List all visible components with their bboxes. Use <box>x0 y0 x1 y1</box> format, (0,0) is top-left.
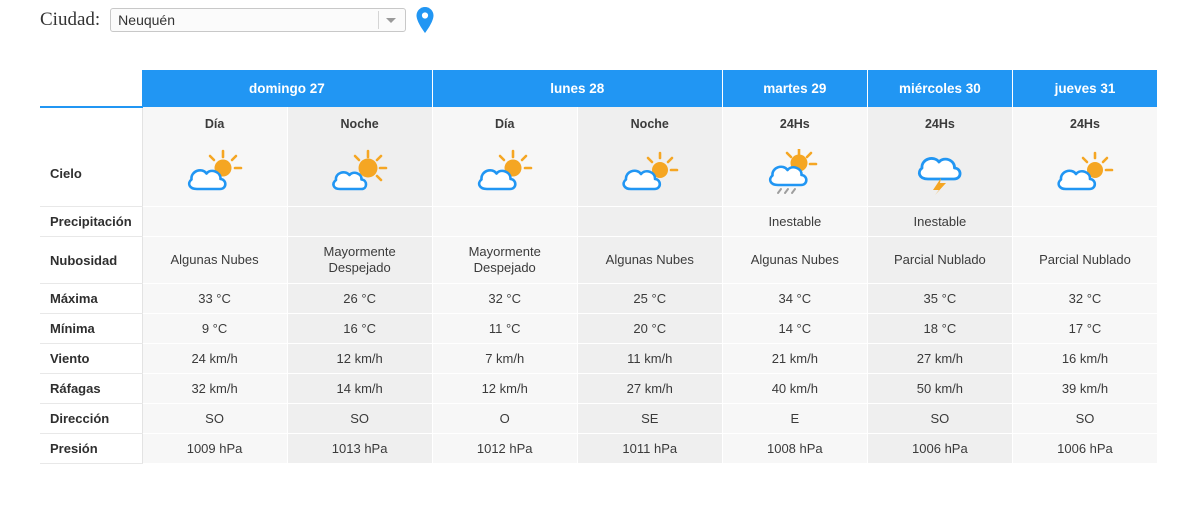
row-label-rafagas: Ráfagas <box>40 374 142 404</box>
period-header-1: Noche <box>287 107 432 140</box>
sky-cell-5 <box>867 140 1012 207</box>
minima-cell-2: 11 °C <box>432 314 577 344</box>
table-row-cielo <box>40 140 1158 207</box>
maxima-cell-3: 25 °C <box>577 284 722 314</box>
presion-cell-4: 1008 hPa <box>722 434 867 464</box>
row-label-viento: Viento <box>40 344 142 374</box>
viento-cell-3: 11 km/h <box>577 344 722 374</box>
presion-cell-5: 1006 hPa <box>867 434 1012 464</box>
period-header-5: 24Hs <box>867 107 1012 140</box>
precipitacion-cell-2 <box>432 207 577 237</box>
period-header-6: 24Hs <box>1012 107 1157 140</box>
rafagas-cell-5: 50 km/h <box>867 374 1012 404</box>
sun-behind-cloud-icon <box>183 149 247 195</box>
sun-behind-cloud-icon <box>618 149 682 195</box>
precipitacion-cell-4: Inestable <box>722 207 867 237</box>
minima-cell-0: 9 °C <box>142 314 287 344</box>
minima-cell-6: 17 °C <box>1012 314 1157 344</box>
direccion-cell-2: O <box>432 404 577 434</box>
period-header-4: 24Hs <box>722 107 867 140</box>
nubosidad-cell-0: Algunas Nubes <box>142 237 287 284</box>
direccion-cell-5: SO <box>867 404 1012 434</box>
row-label-nubosidad: Nubosidad <box>40 237 142 284</box>
nubosidad-cell-6: Parcial Nublado <box>1012 237 1157 284</box>
presion-cell-0: 1009 hPa <box>142 434 287 464</box>
rafagas-cell-4: 40 km/h <box>722 374 867 404</box>
table-row-viento <box>40 344 1158 374</box>
select-divider <box>378 11 379 29</box>
maxima-cell-0: 33 °C <box>142 284 287 314</box>
table-row-nubosidad <box>40 237 1158 284</box>
day-header-martes[interactable]: martes 29 <box>722 70 867 107</box>
table-row-precipitacion <box>40 207 1158 237</box>
presion-cell-1: 1013 hPa <box>287 434 432 464</box>
presion-cell-2: 1012 hPa <box>432 434 577 464</box>
table-row-maxima <box>40 284 1158 314</box>
row-label-direccion: Dirección <box>40 404 142 434</box>
sun-behind-cloud-icon <box>328 149 392 195</box>
sky-cell-3 <box>577 140 722 207</box>
period-row-label <box>40 107 142 140</box>
table-row-presion <box>40 434 1158 464</box>
rafagas-cell-0: 32 km/h <box>142 374 287 404</box>
minima-cell-3: 20 °C <box>577 314 722 344</box>
viento-cell-2: 7 km/h <box>432 344 577 374</box>
precipitacion-cell-1 <box>287 207 432 237</box>
direccion-cell-3: SE <box>577 404 722 434</box>
table-row-direccion <box>40 404 1158 434</box>
sun-behind-cloud-icon <box>473 149 537 195</box>
maxima-cell-1: 26 °C <box>287 284 432 314</box>
sky-cell-4 <box>722 140 867 207</box>
precipitacion-cell-0 <box>142 207 287 237</box>
direccion-cell-4: E <box>722 404 867 434</box>
maxima-cell-6: 32 °C <box>1012 284 1157 314</box>
precipitacion-cell-6 <box>1012 207 1157 237</box>
row-label-minima: Mínima <box>40 314 142 344</box>
viento-cell-1: 12 km/h <box>287 344 432 374</box>
row-label-maxima: Máxima <box>40 284 142 314</box>
sky-cell-1 <box>287 140 432 207</box>
city-select-value: Neuquén <box>118 12 175 28</box>
rafagas-cell-6: 39 km/h <box>1012 374 1157 404</box>
minima-cell-1: 16 °C <box>287 314 432 344</box>
rafagas-cell-3: 27 km/h <box>577 374 722 404</box>
period-header-0: Día <box>142 107 287 140</box>
precipitacion-cell-3 <box>577 207 722 237</box>
precipitacion-cell-5: Inestable <box>867 207 1012 237</box>
sky-cell-6 <box>1012 140 1157 207</box>
sky-cell-2 <box>432 140 577 207</box>
presion-cell-6: 1006 hPa <box>1012 434 1157 464</box>
map-pin-icon[interactable] <box>416 7 434 33</box>
nubosidad-cell-5: Parcial Nublado <box>867 237 1012 284</box>
direccion-cell-1: SO <box>287 404 432 434</box>
maxima-cell-2: 32 °C <box>432 284 577 314</box>
day-header-jueves[interactable]: jueves 31 <box>1012 70 1157 107</box>
maxima-cell-4: 34 °C <box>722 284 867 314</box>
nubosidad-cell-2: Mayormente Despejado <box>432 237 577 284</box>
thunderstorm-cloud-icon <box>908 149 972 195</box>
row-label-precipitacion: Precipitación <box>40 207 142 237</box>
presion-cell-3: 1011 hPa <box>577 434 722 464</box>
sky-cell-0 <box>142 140 287 207</box>
nubosidad-cell-4: Algunas Nubes <box>722 237 867 284</box>
day-header-domingo[interactable]: domingo 27 <box>142 70 432 107</box>
table-row-rafagas <box>40 374 1158 404</box>
period-header-row <box>40 107 1158 140</box>
chevron-down-icon[interactable] <box>386 18 396 23</box>
rafagas-cell-2: 12 km/h <box>432 374 577 404</box>
forecast-table-container <box>40 70 1158 464</box>
direccion-cell-6: SO <box>1012 404 1157 434</box>
viento-cell-6: 16 km/h <box>1012 344 1157 374</box>
day-header-miercoles[interactable]: miércoles 30 <box>867 70 1012 107</box>
sun-behind-rain-cloud-icon <box>763 149 827 195</box>
table-row-minima <box>40 314 1158 344</box>
city-label: Ciudad: <box>40 9 101 30</box>
nubosidad-cell-3: Algunas Nubes <box>577 237 722 284</box>
maxima-cell-5: 35 °C <box>867 284 1012 314</box>
table-corner-cell <box>40 70 142 107</box>
forecast-table <box>40 70 1158 464</box>
city-selector-bar <box>40 0 434 40</box>
minima-cell-4: 14 °C <box>722 314 867 344</box>
rafagas-cell-1: 14 km/h <box>287 374 432 404</box>
day-header-row <box>40 70 1158 107</box>
period-header-2: Día <box>432 107 577 140</box>
city-select[interactable] <box>110 8 406 32</box>
minima-cell-5: 18 °C <box>867 314 1012 344</box>
row-label-cielo: Cielo <box>40 140 142 207</box>
sun-behind-cloud-icon <box>1053 149 1117 195</box>
viento-cell-4: 21 km/h <box>722 344 867 374</box>
viento-cell-0: 24 km/h <box>142 344 287 374</box>
row-label-presion: Presión <box>40 434 142 464</box>
direccion-cell-0: SO <box>142 404 287 434</box>
nubosidad-cell-1: Mayormente Despejado <box>287 237 432 284</box>
viento-cell-5: 27 km/h <box>867 344 1012 374</box>
day-header-lunes[interactable]: lunes 28 <box>432 70 722 107</box>
period-header-3: Noche <box>577 107 722 140</box>
